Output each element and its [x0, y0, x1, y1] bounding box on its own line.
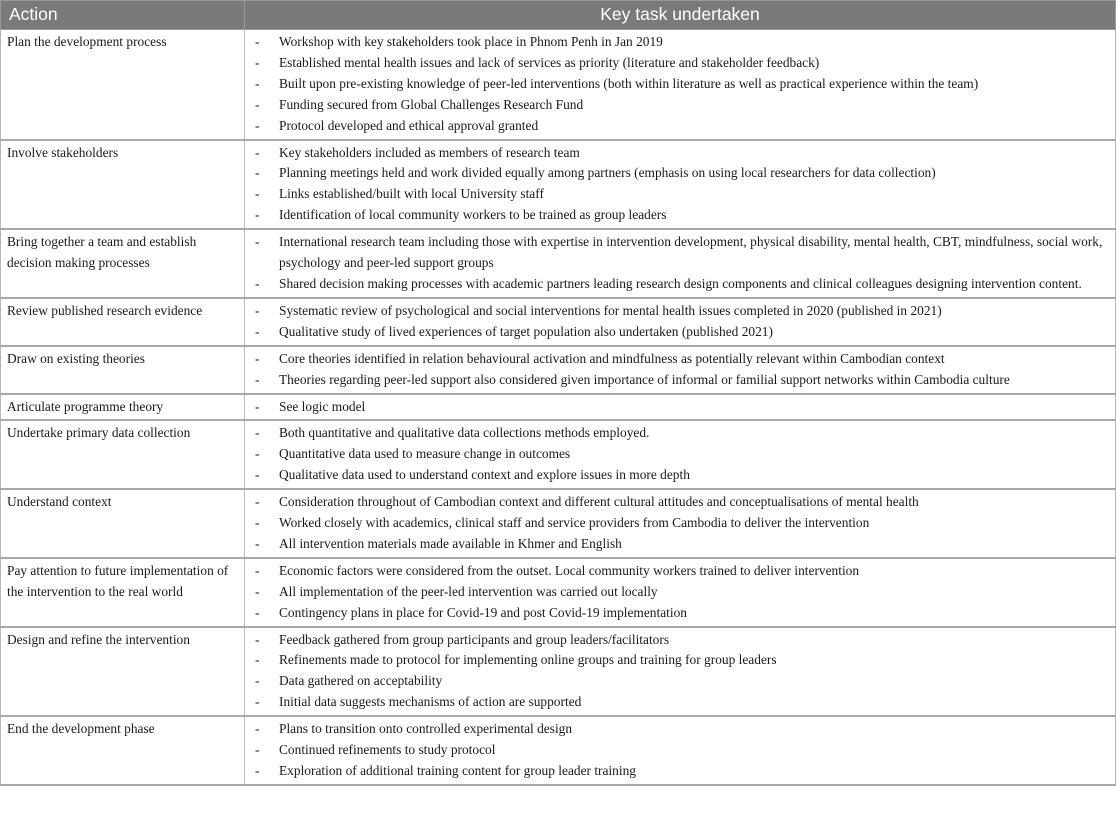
bullet-dash: -	[255, 721, 260, 737]
task-cell	[245, 229, 1116, 298]
task-text: Exploration of additional training content for group leader training	[279, 763, 636, 778]
bullet-dash: -	[255, 117, 260, 133]
table-row	[1, 558, 1116, 627]
task-item	[255, 740, 1111, 761]
bullet-dash: -	[255, 467, 260, 483]
bullet-dash: -	[255, 494, 260, 510]
task-item	[255, 184, 1111, 205]
action-cell: Plan the development process	[1, 30, 245, 140]
bullet-dash: -	[255, 144, 260, 160]
bullet-dash: -	[255, 207, 260, 223]
task-text: Key stakeholders included as members of research team	[279, 144, 580, 160]
task-text: Continued refinements to study protocol	[279, 742, 496, 758]
header-action: Action	[1, 1, 245, 30]
task-item	[255, 232, 1111, 274]
task-list	[255, 301, 1111, 343]
table-body	[1, 30, 1116, 785]
task-item	[255, 513, 1111, 534]
task-cell	[245, 420, 1116, 489]
task-list	[255, 561, 1111, 624]
task-text: Core theories identified in relation behavioural activation and mindfulness as potentially relevant within Cambodian context	[279, 350, 945, 366]
task-cell	[245, 298, 1116, 346]
task-list	[255, 232, 1111, 295]
task-item	[255, 163, 1111, 184]
task-text: Refinements made to protocol for implementing online groups and training for group leaders	[279, 652, 777, 668]
task-item	[255, 630, 1111, 651]
task-item	[255, 205, 1111, 226]
action-cell: End the development phase	[1, 716, 245, 785]
task-item	[255, 32, 1111, 53]
task-text: Planning meetings held and work divided equally among partners (emphasis on using local researchers for data collection)	[279, 165, 936, 181]
task-list	[255, 349, 1111, 391]
bullet-dash: -	[255, 398, 260, 414]
task-text: Identification of local community workers to be trained as group leaders	[279, 207, 667, 223]
bullet-dash: -	[255, 34, 260, 49]
bullet-dash: -	[255, 652, 260, 668]
task-cell	[245, 140, 1116, 230]
bullet-dash: -	[255, 763, 260, 778]
bullet-dash: -	[255, 165, 260, 181]
task-list	[255, 492, 1111, 555]
task-item	[255, 349, 1111, 370]
bullet-dash: -	[255, 604, 260, 620]
task-text: See logic model	[279, 398, 366, 414]
bullet-dash: -	[255, 186, 260, 202]
table-row	[1, 394, 1116, 421]
task-text: Worked closely with academics, clinical staff and service providers from Cambodia to deliver the intervention	[279, 515, 870, 531]
task-cell	[245, 489, 1116, 558]
bullet-dash: -	[255, 234, 260, 250]
action-cell: Involve stakeholders	[1, 140, 245, 230]
bullet-dash: -	[255, 350, 260, 366]
bullet-dash: -	[255, 535, 260, 551]
task-item	[255, 761, 1111, 782]
task-item	[255, 116, 1111, 137]
bullet-dash: -	[255, 425, 260, 441]
task-text: Funding secured from Global Challenges Research Fund	[279, 96, 584, 112]
task-text: Protocol developed and ethical approval granted	[279, 117, 539, 133]
bullet-dash: -	[255, 96, 260, 112]
task-list	[255, 630, 1111, 714]
task-item	[255, 397, 1111, 418]
task-item	[255, 370, 1111, 391]
task-list	[255, 397, 1111, 418]
task-list	[255, 423, 1111, 486]
task-item	[255, 444, 1111, 465]
task-list	[255, 32, 1111, 137]
table-row	[1, 346, 1116, 394]
table-row	[1, 420, 1116, 489]
bullet-dash: -	[255, 275, 260, 291]
task-item	[255, 603, 1111, 624]
task-item	[255, 322, 1111, 343]
task-text: Plans to transition onto controlled experimental design	[279, 721, 573, 737]
task-text: Economic factors were considered from the outset. Local community workers trained to deliver intervention	[279, 562, 860, 578]
table-row	[1, 627, 1116, 717]
task-text: Initial data suggests mechanisms of action are supported	[279, 694, 582, 710]
task-text: Systematic review of psychological and social interventions for mental health issues completed in 2020 (published in 2021)	[279, 302, 942, 318]
bullet-dash: -	[255, 631, 260, 647]
task-item	[255, 423, 1111, 444]
table-row	[1, 30, 1116, 140]
task-text: Contingency plans in place for Covid-19 and post Covid-19 implementation	[279, 604, 687, 620]
task-text: Shared decision making processes with academic partners leading research design components and clinical colleagues designing intervention content.	[279, 275, 1082, 291]
task-cell	[245, 30, 1116, 140]
table-row	[1, 489, 1116, 558]
bullet-dash: -	[255, 562, 260, 578]
task-text: Links established/built with local University staff	[279, 186, 544, 202]
task-item	[255, 692, 1111, 713]
action-cell: Pay attention to future implementation of the intervention to the real world	[1, 558, 245, 627]
task-item	[255, 465, 1111, 486]
task-text: Feedback gathered from group participants and group leaders/facilitators	[279, 631, 670, 647]
action-cell: Design and refine the intervention	[1, 627, 245, 717]
task-item	[255, 143, 1111, 164]
task-item	[255, 534, 1111, 555]
bullet-dash: -	[255, 583, 260, 599]
task-text: Qualitative data used to understand context and explore issues in more depth	[279, 467, 690, 483]
bullet-dash: -	[255, 694, 260, 710]
task-item	[255, 719, 1111, 740]
task-item	[255, 650, 1111, 671]
action-cell: Draw on existing theories	[1, 346, 245, 394]
task-item	[255, 561, 1111, 582]
table-row	[1, 140, 1116, 230]
table-row	[1, 298, 1116, 346]
task-item	[255, 274, 1111, 295]
task-text: All implementation of the peer-led intervention was carried out locally	[279, 583, 658, 599]
task-text: Qualitative study of lived experiences of target population also undertaken (published 2021)	[279, 323, 773, 339]
task-text: Theories regarding peer-led support also considered given importance of informal or familial support networks within Cambodia culture	[279, 371, 1010, 387]
task-item	[255, 492, 1111, 513]
task-item	[255, 301, 1111, 322]
header-key-task: Key task undertaken	[245, 1, 1116, 30]
task-text: International research team including those with expertise in intervention development, physical disability, mental health, CBT, mindfulness, social work, psychology and peer-led support groups	[279, 234, 1103, 271]
task-text: Data gathered on acceptability	[279, 673, 443, 689]
bullet-dash: -	[255, 75, 260, 91]
task-item	[255, 53, 1111, 74]
task-text: Built upon pre-existing knowledge of peer-led interventions (both within literature as well as practical experience within the team)	[279, 75, 979, 91]
table-header-row	[1, 1, 1116, 30]
bullet-dash: -	[255, 515, 260, 531]
task-cell	[245, 346, 1116, 394]
task-cell	[245, 627, 1116, 717]
task-text: All intervention materials made available in Khmer and English	[279, 535, 622, 551]
task-list	[255, 143, 1111, 227]
task-text: Established mental health issues and lack of services as priority (literature and stakeholder feedback)	[279, 54, 820, 70]
task-item	[255, 95, 1111, 116]
task-cell	[245, 716, 1116, 785]
bullet-dash: -	[255, 673, 260, 689]
task-cell	[245, 558, 1116, 627]
task-text: Quantitative data used to measure change in outcomes	[279, 446, 571, 462]
action-cell: Understand context	[1, 489, 245, 558]
action-cell: Undertake primary data collection	[1, 420, 245, 489]
task-list	[255, 719, 1111, 782]
task-item	[255, 74, 1111, 95]
task-item	[255, 582, 1111, 603]
task-cell	[245, 394, 1116, 421]
task-text: Consideration throughout of Cambodian context and different cultural attitudes and conceptualisations of mental health	[279, 494, 919, 510]
task-text: Both quantitative and qualitative data collections methods employed.	[279, 425, 650, 441]
table-row	[1, 716, 1116, 785]
table-row	[1, 229, 1116, 298]
action-cell: Review published research evidence	[1, 298, 245, 346]
bullet-dash: -	[255, 371, 260, 387]
bullet-dash: -	[255, 302, 260, 318]
action-cell: Bring together a team and establish decision making processes	[1, 229, 245, 298]
task-text: Workshop with key stakeholders took place in Phnom Penh in Jan 2019	[279, 34, 663, 49]
bullet-dash: -	[255, 742, 260, 758]
action-cell: Articulate programme theory	[1, 394, 245, 421]
bullet-dash: -	[255, 323, 260, 339]
bullet-dash: -	[255, 446, 260, 462]
bullet-dash: -	[255, 54, 260, 70]
task-item	[255, 671, 1111, 692]
